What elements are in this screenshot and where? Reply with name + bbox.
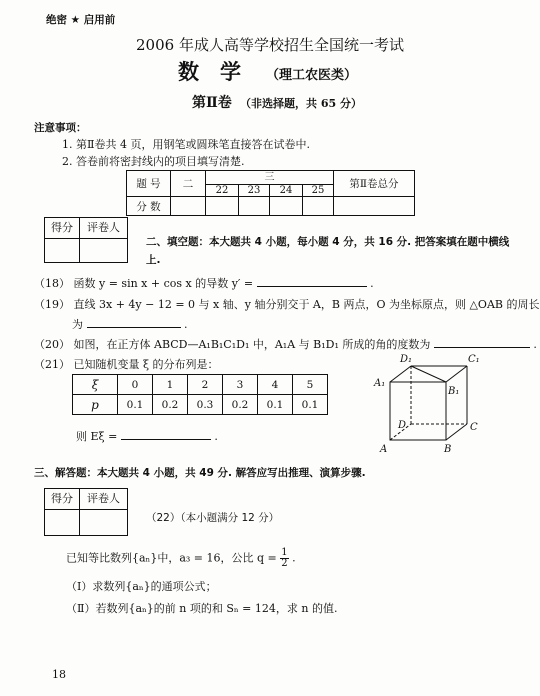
q22-ratio-numerator: 1	[281, 547, 288, 558]
note-item-1: 1. 第Ⅱ卷共 4 页，用钢笔或圆珠笔直接答在试卷中.	[62, 138, 310, 151]
cube-edge-bc	[446, 424, 467, 440]
p-value: 0.2	[153, 395, 188, 415]
score-cell-25[interactable]	[303, 197, 334, 216]
cube-label-b1: B₁	[448, 386, 460, 397]
cube-label-c: C	[470, 422, 478, 433]
q20-end: .	[533, 338, 537, 351]
q21-answer-blank[interactable]	[121, 429, 211, 440]
xi-value: 5	[293, 375, 328, 395]
q22-stem	[66, 548, 296, 569]
q20-answer-blank[interactable]	[434, 337, 530, 348]
col-q22: 22	[206, 185, 239, 197]
cube-edge-b1c1	[446, 366, 467, 382]
score-table	[126, 170, 415, 216]
grader-name-label: 评卷人	[87, 492, 120, 505]
q22-ratio-fraction	[280, 548, 288, 569]
score-cell-24[interactable]	[270, 197, 303, 216]
cube-label-b: B	[444, 444, 452, 455]
p-value: 0.1	[293, 395, 328, 415]
q19-number: （19）	[34, 298, 70, 311]
q22-stem-text: 已知等比数列{aₙ}中，a₃ = 16，公比 q =	[66, 551, 277, 565]
secret-mark: 绝密 ★ 启用前	[46, 14, 116, 26]
xi-value: 1	[153, 375, 188, 395]
col-q25: 25	[303, 185, 334, 197]
cube-front-face	[390, 382, 446, 440]
xi-value: 2	[188, 375, 223, 395]
grader-box-section2	[44, 217, 128, 263]
grader-score-label: 得分	[51, 221, 73, 234]
question-21	[34, 356, 219, 372]
q22-stem-end: .	[292, 551, 296, 565]
cube-diagram	[368, 352, 488, 464]
q19-end: .	[184, 318, 188, 331]
exam-title: 2006 年成人高等学校招生全国统一考试	[136, 36, 404, 54]
score-cell-2[interactable]	[171, 197, 206, 216]
grader-box-q22	[44, 488, 128, 536]
xi-value: 0	[118, 375, 153, 395]
distribution-table	[72, 374, 328, 415]
page-number: 18	[52, 668, 66, 681]
score-cell-total[interactable]	[334, 197, 415, 216]
p-value: 0.2	[223, 395, 258, 415]
q18-answer-blank[interactable]	[257, 276, 367, 287]
col-q24: 24	[270, 185, 303, 197]
subject-category: （理工农医类）	[266, 68, 358, 83]
question-18	[34, 275, 374, 291]
section2-heading: 二、填空题：本大题共 4 小题，每小题 4 分，共 16 分. 把答案填在题中横线	[146, 236, 510, 248]
question-19	[34, 296, 539, 312]
p-value: 0.3	[188, 395, 223, 415]
q21-number: （21）	[34, 358, 70, 371]
volume-title: 第Ⅱ卷	[192, 95, 232, 111]
col-total: 第Ⅱ卷总分	[334, 171, 415, 197]
q22-ratio-denominator: 2	[281, 558, 288, 569]
p-label: p	[73, 395, 118, 415]
q20-number: （20）	[34, 338, 70, 351]
cube-label-a: A	[380, 444, 388, 455]
section2-heading-cont: 上.	[146, 254, 161, 266]
q19-text: 直线 3x + 4y − 12 = 0 与 x 轴、y 轴分别交于 A，B 两点，O 为坐标原点，则 △OAB 的周长	[73, 298, 540, 311]
p-value: 0.1	[258, 395, 293, 415]
cube-diagonal-b1d1	[411, 366, 446, 382]
row-label-score: 分 数	[127, 197, 171, 216]
q21-expectation	[76, 428, 218, 444]
q19-answer-blank[interactable]	[87, 317, 181, 328]
grader-score-label: 得分	[51, 492, 73, 505]
q21-end: .	[214, 430, 218, 443]
cube-label-a1: A₁	[374, 378, 386, 389]
q18-text: 函数 y = sin x + cos x 的导数 y′ =	[73, 277, 254, 290]
grader-hline	[45, 509, 127, 510]
q21-expect-label: 则 Eξ =	[76, 430, 118, 443]
cube-label-d1: D₁	[400, 354, 413, 365]
q21-text: 已知随机变量 ξ 的分布列是：	[73, 358, 219, 371]
question-20	[34, 336, 537, 352]
cube-label-c1: C₁	[468, 354, 480, 365]
grader-hline	[45, 238, 127, 239]
row-label-question: 题 号	[127, 171, 171, 197]
subject-title: 数 学	[178, 59, 241, 84]
cube-label-d: D	[398, 420, 407, 431]
col-section-3: 三	[206, 171, 334, 185]
q18-end: .	[370, 277, 374, 290]
xi-value: 4	[258, 375, 293, 395]
q18-number: （18）	[34, 277, 70, 290]
notes-heading: 注意事项：	[34, 122, 87, 134]
xi-value: 3	[223, 375, 258, 395]
score-cell-22[interactable]	[206, 197, 239, 216]
xi-label: ξ	[73, 375, 118, 395]
note-item-2: 2. 答卷前将密封线内的项目填写清楚.	[62, 155, 245, 168]
p-value: 0.1	[118, 395, 153, 415]
q22-heading: （22）（本小题满分 12 分）	[146, 512, 280, 524]
grader-name-label: 评卷人	[87, 221, 120, 234]
q22-part2: （Ⅱ）若数列{aₙ}的前 n 项的和 Sₙ = 124，求 n 的值.	[66, 602, 338, 615]
q19-line2: 为	[72, 318, 83, 331]
score-cell-23[interactable]	[239, 197, 270, 216]
question-19-line2	[72, 316, 188, 332]
col-section-2: 二	[171, 171, 206, 197]
col-q23: 23	[239, 185, 270, 197]
q20-text: 如图，在正方体 ABCD—A₁B₁C₁D₁ 中，A₁A 与 B₁D₁ 所成的角的度数为	[73, 338, 431, 351]
cube-edge-a1d1	[390, 366, 411, 382]
q22-part1: （Ⅰ）求数列{aₙ}的通项公式；	[66, 580, 217, 593]
section3-heading: 三、解答题：本大题共 4 小题，共 49 分. 解答应写出推理、演算步骤.	[34, 467, 366, 479]
volume-note: （非选择题，共 65 分）	[240, 97, 362, 110]
